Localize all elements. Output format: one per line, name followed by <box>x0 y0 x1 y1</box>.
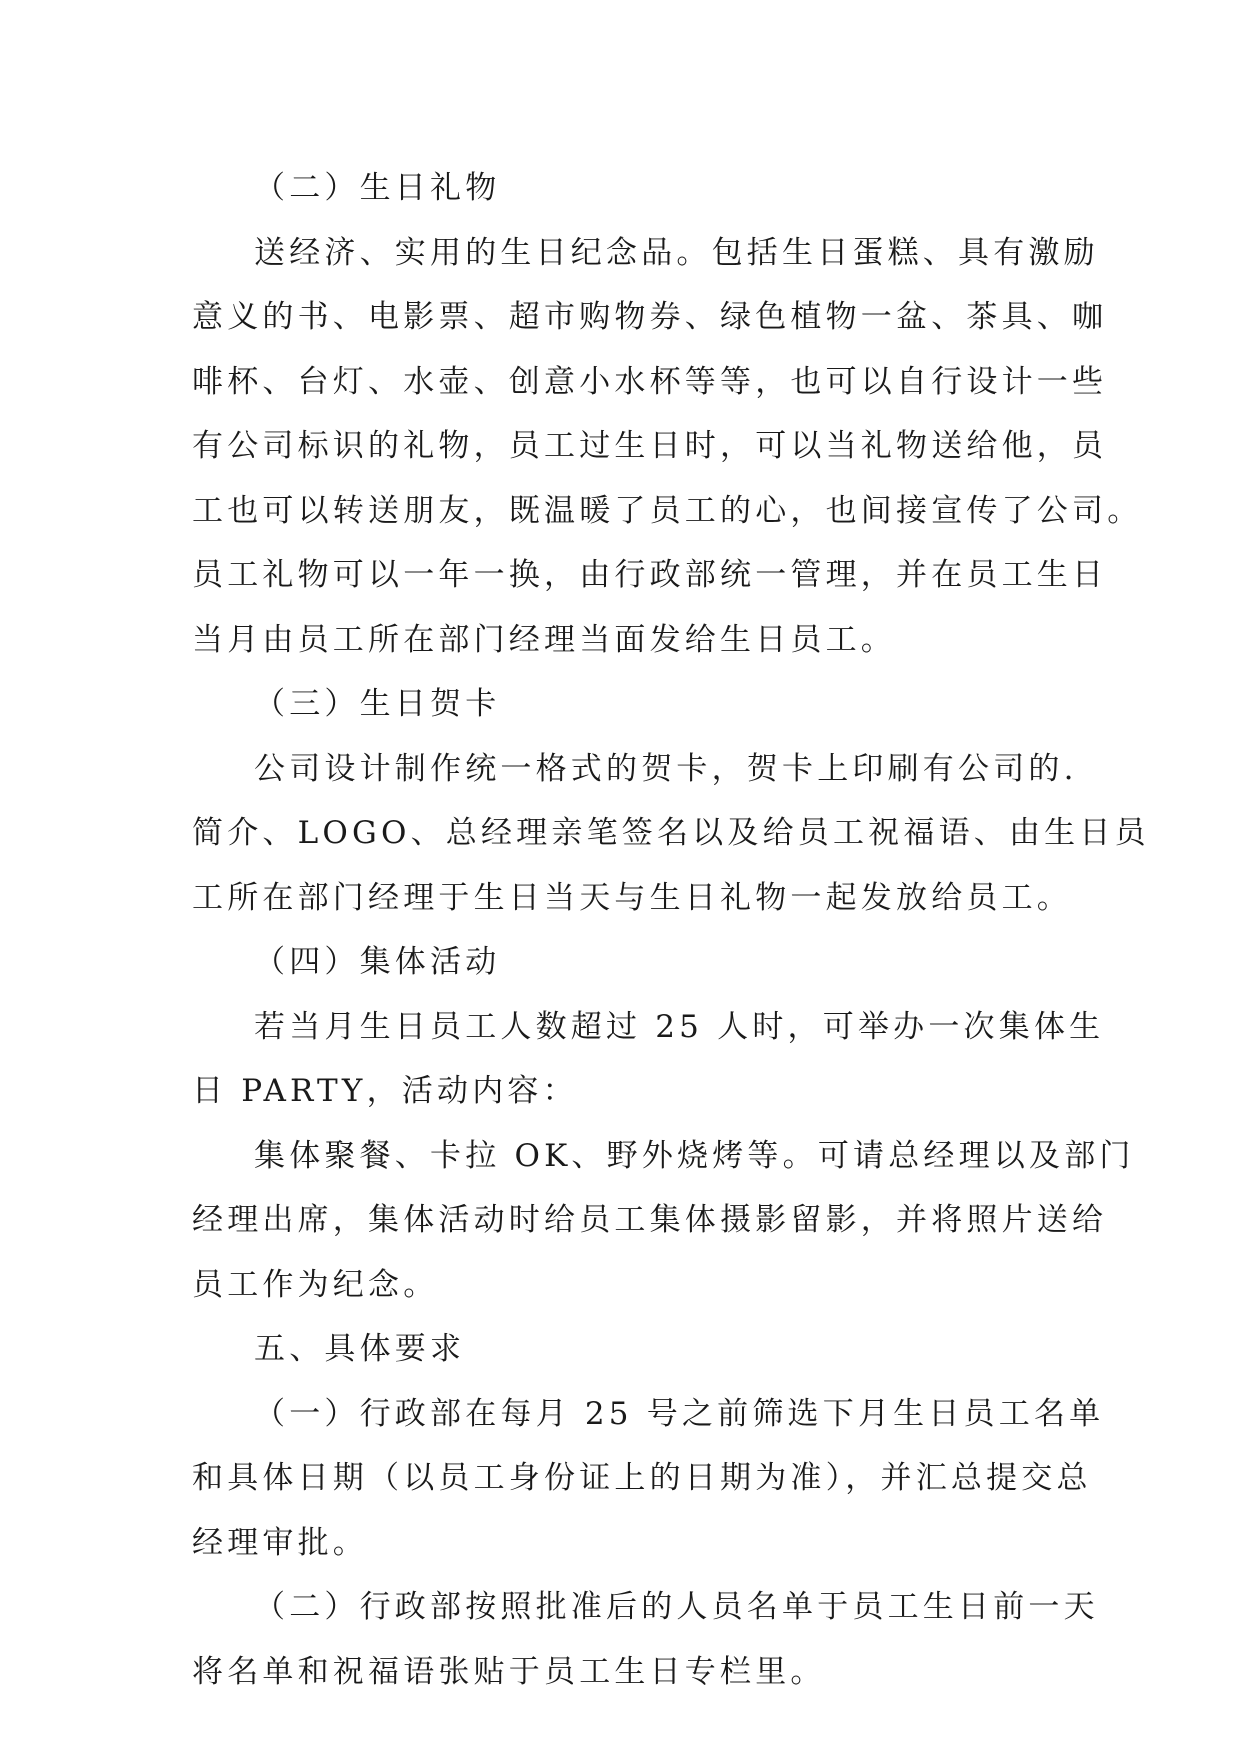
paragraph-line: 意义的书、电影票、超市购物券、绿色植物一盆、茶具、咖 <box>192 299 1108 335</box>
paragraph-line: 送经济、实用的生日纪念品。包括生日蛋糕、具有激励 <box>254 234 1099 271</box>
paragraph-line: 工也可以转送朋友，既温暖了员工的心，也间接宣传了公司。 <box>192 492 1143 529</box>
paragraph-line: 日 PARTY，活动内容： <box>192 1073 578 1109</box>
paragraph-line: 将名单和祝福语张贴于员工生日专栏里。 <box>192 1653 826 1690</box>
paragraph-line: 当月由员工所在部门经理当面发给生日员工。 <box>192 621 896 658</box>
document-body <box>192 156 1150 1704</box>
paragraph-line: 有公司标识的礼物，员工过生日时，可以当礼物送给他，员 <box>192 428 1108 464</box>
paragraph-line: 员工礼物可以一年一换，由行政部统一管理，并在员工生日 <box>192 557 1108 593</box>
paragraph-line: （二）行政部按照批准后的人员名单于员工生日前一天 <box>254 1589 1099 1625</box>
paragraph-line: 和具体日期（以员工身份证上的日期为准），并汇总提交总 <box>192 1460 1092 1496</box>
paragraph-line: 简介、LOGO、总经理亲笔签名以及给员工祝福语、由生日员 <box>192 815 1150 851</box>
paragraph-line: 员工作为纪念。 <box>192 1266 439 1303</box>
paragraph-line: （一）行政部在每月 25 号之前筛选下月生日员工名单 <box>254 1395 1105 1432</box>
section-heading-group-activity: （四）集体活动 <box>254 944 501 980</box>
section-heading-requirements: 五、具体要求 <box>254 1331 466 1367</box>
section-heading-birthday-gift: （二）生日礼物 <box>254 170 501 206</box>
paragraph-line: 公司设计制作统一格式的贺卡，贺卡上印刷有公司的. <box>254 750 1078 787</box>
section-heading-birthday-card: （三）生日贺卡 <box>254 686 501 722</box>
paragraph-line: 工所在部门经理于生日当天与生日礼物一起发放给员工。 <box>192 879 1072 916</box>
paragraph-line: 若当月生日员工人数超过 25 人时，可举办一次集体生 <box>254 1008 1105 1045</box>
paragraph-line: 啡杯、台灯、水壶、创意小水杯等等，也可以自行设计一些 <box>192 363 1108 400</box>
paragraph-line: 经理审批。 <box>192 1524 368 1561</box>
paragraph-line: 经理出席，集体活动时给员工集体摄影留影，并将照片送给 <box>192 1202 1108 1238</box>
paragraph-line: 集体聚餐、卡拉 OK、野外烧烤等。可请总经理以及部门 <box>254 1137 1135 1174</box>
